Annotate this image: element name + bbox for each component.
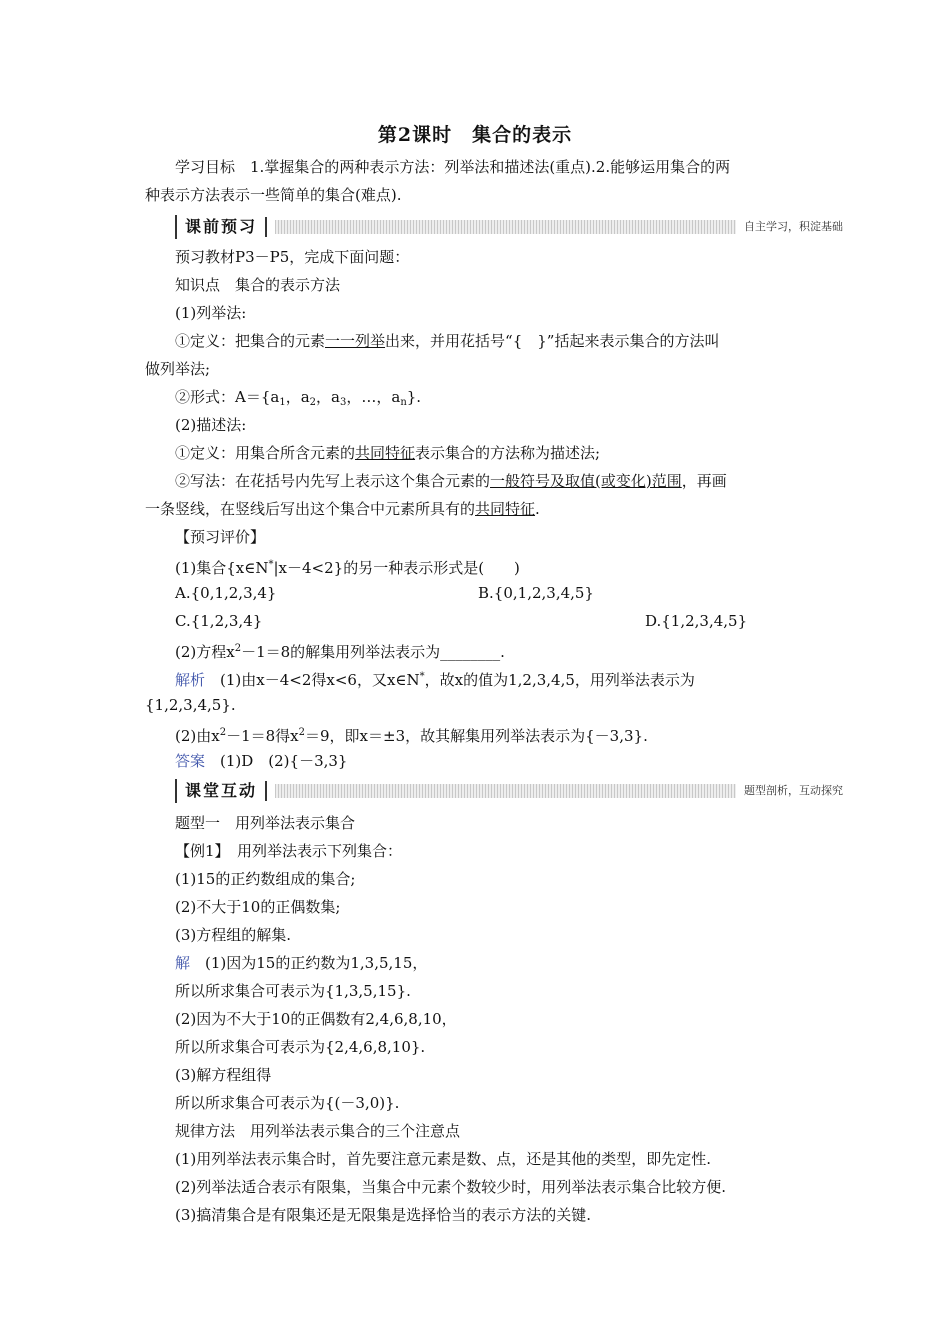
text: ①定义：把集合的元素	[175, 332, 326, 350]
text: (1)集合{x∈N	[175, 559, 269, 577]
text: (2)由x	[175, 727, 220, 745]
superscript: *	[268, 559, 274, 570]
description-definition	[175, 443, 600, 463]
solution-line3: (2)因为不大于10的正偶数有2,4,6,8,10，	[175, 1010, 457, 1028]
example-1-heading: 【例1】 用列举法表示下列集合：	[175, 842, 403, 860]
subscript: n	[400, 397, 407, 408]
solution-line5: (3)解方程组得	[175, 1066, 272, 1084]
superscript: 2	[298, 727, 306, 738]
option-c: C.{1,2,3,4}	[175, 612, 263, 630]
question-type-heading: 题型一 用列举法表示集合	[175, 814, 356, 832]
option-b: B.{0,1,2,3,4,5}	[478, 584, 594, 602]
example-1-item-1: (1)15的正约数组成的集合;	[175, 870, 356, 888]
preview-intro: 预习教材P3－P5，完成下面问题：	[175, 248, 410, 266]
underlined-term: 共同特征	[475, 500, 536, 518]
text: |x－4<2}的另一种表示形式是( )	[273, 559, 520, 577]
text: (2)方程x	[175, 643, 235, 661]
text: 出来，并用花括号“{ }”括起来表示集合的方法叫	[385, 332, 720, 350]
description-writing-cont	[145, 499, 540, 519]
banner-label: 课前预习	[175, 215, 257, 239]
text: ＝9，即x＝±3，故其解集用列举法表示为{－3,3}.	[305, 727, 648, 745]
text: ②写法：在花括号内先写上表示这个集合元素的	[175, 472, 491, 490]
question-2	[175, 639, 505, 662]
learning-objectives-line1: 学习目标 1.掌握集合的两种表示方法：列举法和描述法(重点).2.能够运用集合的两	[175, 158, 731, 176]
answer-line	[175, 751, 347, 771]
option-a: A.{0,1,2,3,4}	[175, 584, 277, 602]
text: ，再画	[681, 472, 727, 490]
learning-objectives-line2: 种表示方法表示一些简单的集合(难点).	[145, 186, 402, 204]
text: ，故x的值为1,2,3,4,5，用列举法表示为	[424, 671, 695, 689]
example-1-item-2: (2)不大于10的正偶数集;	[175, 898, 341, 916]
rule-heading: 规律方法 用列举法表示集合的三个注意点	[175, 1122, 461, 1140]
text: ②形式：A＝{a	[175, 388, 280, 406]
text: －1＝8得x	[226, 727, 299, 745]
analysis-line1	[175, 667, 695, 690]
text: (1)D (2){－3,3}	[205, 752, 348, 770]
text: 表示集合的方法称为描述法;	[415, 444, 601, 462]
underlined-term: 共同特征	[355, 444, 416, 462]
rule-item-3: (3)搞清集合是有限集还是无限集是选择恰当的表示方法的关键.	[175, 1206, 592, 1224]
solution-line6: 所以所求集合可表示为{(－3,0)}.	[175, 1094, 400, 1112]
rule-item-1: (1)用列举法表示集合时，首先要注意元素是数、点，还是其他的类型，即先定性.	[175, 1150, 712, 1168]
enumeration-definition	[175, 331, 719, 351]
superscript: 2	[234, 643, 242, 654]
superscript: 2	[219, 727, 227, 738]
analysis-line2: {1,2,3,4,5}.	[145, 696, 236, 714]
description-writing	[175, 471, 727, 491]
description-heading: (2)描述法:	[175, 416, 247, 434]
banner-tag: 题型剖析，互动探究	[736, 783, 847, 799]
underlined-term: 一一列举	[325, 332, 386, 350]
section-banner-preview	[175, 215, 847, 239]
text: 一条竖线，在竖线后写出这个集合中元素所具有的	[145, 500, 476, 518]
subscript: 3	[339, 397, 347, 408]
text: ①定义：用集合所含元素的	[175, 444, 356, 462]
enumeration-definition-cont: 做列举法;	[145, 360, 211, 378]
underlined-term: 一般符号及取值(或变化)范围	[490, 472, 682, 490]
example-1-item-3: (3)方程组的解集.	[175, 926, 292, 944]
solution-line2: 所以所求集合可表示为{1,3,5,15}.	[175, 982, 411, 1000]
text: ，…，a	[346, 388, 401, 406]
option-d: D.{1,2,3,4,5}	[645, 612, 748, 630]
enumeration-form	[175, 387, 421, 413]
page-title: 第2课时 集合的表示	[377, 124, 573, 146]
text: －1＝8的解集用列举法表示为________.	[241, 643, 505, 661]
text: (1)由x－4<2得x<6，又x∈N	[205, 671, 420, 689]
knowledge-point-heading: 知识点 集合的表示方法	[175, 276, 341, 294]
text: ，a	[316, 388, 340, 406]
solution-line4: 所以所求集合可表示为{2,4,6,8,10}.	[175, 1038, 426, 1056]
evaluation-heading: 【预习评价】	[175, 528, 266, 546]
subscript: 2	[309, 397, 317, 408]
text: .	[535, 500, 540, 518]
text: ，a	[285, 388, 310, 406]
solution-line1	[175, 953, 427, 973]
analysis-label: 解析	[175, 671, 206, 689]
solution-label: 解	[175, 954, 191, 972]
text: }.	[406, 388, 422, 406]
question-1	[175, 555, 520, 578]
text: (1)因为15的正约数为1,3,5,15，	[190, 954, 428, 972]
enumeration-heading: (1)列举法:	[175, 304, 247, 322]
analysis-line3	[175, 723, 648, 746]
section-banner-classroom	[175, 779, 847, 803]
banner-tag: 自主学习，积淀基础	[736, 219, 847, 235]
subscript: 1	[279, 397, 286, 408]
rule-item-2: (2)列举法适合表示有限集，当集合中元素个数较少时，用列举法表示集合比较方便.	[175, 1178, 727, 1196]
answer-label: 答案	[175, 752, 206, 770]
superscript: *	[419, 671, 425, 682]
banner-label: 课堂互动	[175, 779, 257, 803]
